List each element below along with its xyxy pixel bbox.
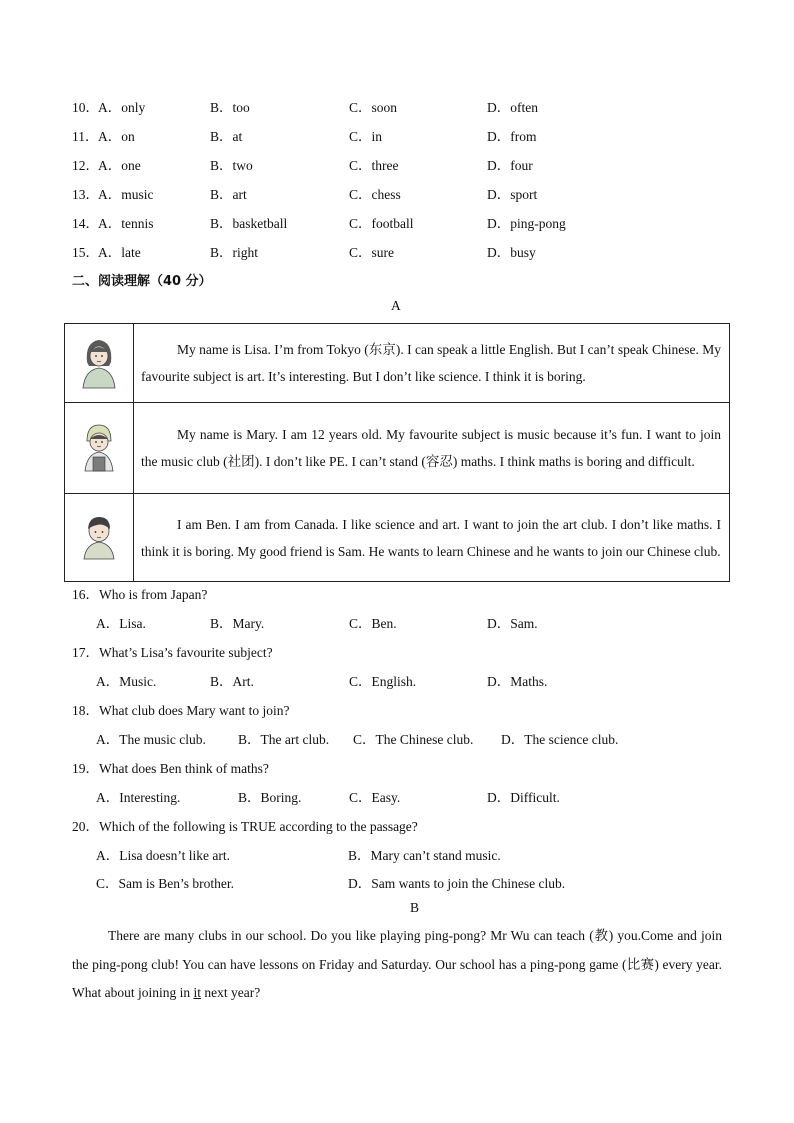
portrait-cell [65, 494, 134, 582]
question-number: 10． [72, 100, 99, 115]
question-number: 11． [72, 129, 99, 144]
option-a: A．Interesting. [96, 790, 181, 805]
option-c: C．soon [349, 100, 398, 115]
boy-ben-icon [79, 511, 119, 561]
option-c: C．three [349, 158, 399, 173]
girl-lisa-icon [77, 332, 121, 390]
option-a: A．tennis [98, 216, 154, 231]
option-b: B．Art. [210, 674, 254, 689]
option-b: B．at [210, 129, 243, 144]
question-stem: 19．What does Ben think of maths? [72, 761, 269, 776]
underlined-word: it [193, 985, 201, 1000]
option-b: B．The art club. [238, 732, 330, 747]
option-a: A．one [98, 158, 141, 173]
passage-text-cell [134, 403, 730, 494]
option-b: B．art [210, 187, 247, 202]
mcq-row [72, 125, 732, 145]
mcq-row [72, 241, 732, 261]
option-a: A．on [98, 129, 135, 144]
option-d: D．ping-pong [487, 216, 566, 231]
portrait-cell [65, 403, 134, 494]
option-a: A．The music club. [96, 732, 206, 747]
option-c: C．in [349, 129, 383, 144]
question-stem: 20．Which of the following is TRUE according to the passage? [72, 819, 418, 834]
passage-text-cell [134, 494, 730, 582]
passage-text: I am Ben. I am from Canada. I like science and art. I want to join the art club. I don’t like maths. I think it is boring. My good friend is Sam. He wants to learn Chinese and he wants to join our Chinese club. [141, 516, 721, 559]
option-b: B．Mary. [210, 616, 265, 631]
question-number: 14． [72, 216, 99, 231]
option-d: D．Sam wants to join the Chinese club. [348, 876, 566, 891]
option-c: C．football [349, 216, 414, 231]
option-c: C．English. [349, 674, 417, 689]
option-b: B．right [210, 245, 259, 260]
option-d: D．often [487, 100, 538, 115]
option-d: D．Difficult. [487, 790, 560, 805]
passage-b-text-end: next year? [201, 985, 261, 1000]
table-row [65, 403, 730, 494]
option-c: C．chess [349, 187, 401, 202]
option-a: A．music [98, 187, 154, 202]
option-b: B．Boring. [238, 790, 302, 805]
passage-a-table [64, 323, 730, 582]
option-c: C．Ben. [349, 616, 397, 631]
mcq-row [72, 154, 732, 174]
option-d: D．from [487, 129, 537, 144]
section-heading: 二、阅读理解（40 分） [72, 274, 212, 289]
question-stem: 18．What club does Mary want to join? [72, 703, 290, 718]
option-d: D．busy [487, 245, 536, 260]
option-a: A．late [98, 245, 141, 260]
passage-text: My name is Lisa. I’m from Tokyo (东京). I can speak a little English. But I can’t speak Chinese. My favourite subject is art. It’s interesting. But I don’t like science. I think it is boring. [141, 342, 721, 384]
passage-b-text [72, 922, 722, 1008]
mcq-row [72, 96, 732, 116]
question-number: 13． [72, 187, 99, 202]
question-number: 12． [72, 158, 99, 173]
option-a: A．Lisa. [96, 616, 146, 631]
option-d: D．Maths. [487, 674, 548, 689]
passage-a-label: A [391, 298, 401, 313]
mcq-row [72, 183, 732, 203]
option-a: A．only [98, 100, 146, 115]
table-row [65, 494, 730, 582]
option-c: C．sure [349, 245, 394, 260]
table-row [65, 324, 730, 403]
option-b: B．basketball [210, 216, 288, 231]
passage-text-cell [134, 324, 730, 403]
question-stem: 17．What’s Lisa’s favourite subject? [72, 645, 273, 660]
passage-text: My name is Mary. I am 12 years old. My favourite subject is music because it’s fun. I want to join the music club (社团). I don’t like PE. I can’t stand (容忍) maths. I think maths is boring and difficult. [141, 427, 721, 469]
option-b: B．too [210, 100, 250, 115]
option-d: D．sport [487, 187, 538, 202]
option-d: D．Sam. [487, 616, 538, 631]
girl-mary-icon [79, 419, 119, 473]
option-c: C．The Chinese club. [353, 732, 474, 747]
portrait-cell [65, 324, 134, 403]
option-b: B．two [210, 158, 253, 173]
question-number: 15． [72, 245, 99, 260]
option-b: B．Mary can’t stand music. [348, 848, 501, 863]
mcq-row [72, 212, 732, 232]
passage-b-label: B [410, 900, 420, 915]
passage-b-text-start: There are many clubs in our school. Do you like playing ping-pong? Mr Wu can teach (教) you.Come and join the ping-pong club! You can have lessons on Friday and Saturday. Our school has a ping-pong game (比赛) every year. What about joining in [72, 928, 722, 1000]
option-c: C．Easy. [349, 790, 401, 805]
option-d: D．four [487, 158, 533, 173]
option-c: C．Sam is Ben’s brother. [96, 876, 234, 891]
question-stem: 16．Who is from Japan? [72, 587, 208, 602]
option-a: A．Lisa doesn’t like art. [96, 848, 230, 863]
option-a: A．Music. [96, 674, 157, 689]
option-d: D．The science club. [501, 732, 619, 747]
